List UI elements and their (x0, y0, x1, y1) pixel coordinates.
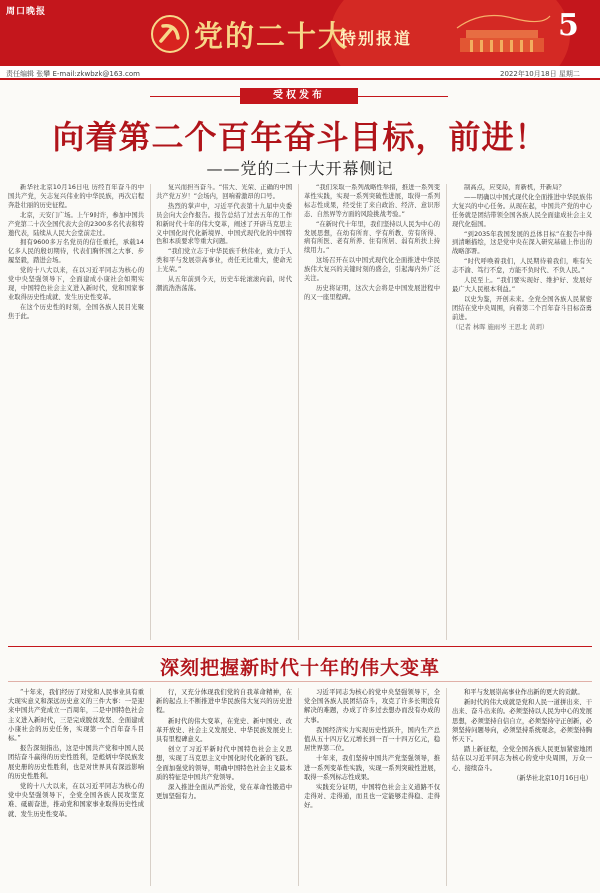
party-emblem-icon (150, 14, 190, 54)
banner-subtitle: 特别报道 (340, 29, 413, 48)
section-tag: 受权发布 (240, 88, 358, 104)
info-bar (0, 66, 600, 80)
paragraph: 以史为鉴，开创未来。全党全国各族人民紧密团结在党中央周围，向着第二个百年奋斗目标奋勇前进。 (452, 295, 592, 321)
paragraph: 踏上新征程，全党全国各族人民更加紧密地团结在以习近平同志为核心的党中央周围，万众一心、接续奋斗。 (452, 746, 592, 772)
paragraph: 历史将证明，这次大会将是中国发展进程中的又一座里程碑。 (304, 284, 440, 301)
paragraph: 新时代的伟大成就是党和人民一道拼出来、干出来、奋斗出来的。必须坚持以人民为中心的发展思想，必须坚持自信自立，必须坚持守正创新，必须坚持问题导向，必须坚持系统观念，必须坚持胸怀天下。 (452, 699, 592, 744)
main-headline: 向着第二个百年奋斗目标，前进！ (52, 118, 548, 156)
paragraph: “时代呼唤着我们，人民期待着我们，唯有矢志不渝、笃行不怠，方能不负时代、不负人民。” (452, 258, 592, 275)
page-number: 5 (558, 8, 579, 43)
paper-logo: 周口晚报 (6, 7, 47, 17)
lower-column-2 (156, 688, 292, 886)
article-column-1 (8, 184, 144, 640)
paragraph: 十年来，我们坚持中国共产党坚强领导，推进一系列变革性实践，实现一系列突破性进展，取得一系列标志性成果。 (304, 755, 440, 781)
paragraph: 新时代的伟大变革，在党史、新中国史、改革开放史、社会主义发展史、中华民族发展史上具有里程碑意义。 (156, 717, 292, 744)
paragraph: 复兴而担当奋斗。“伟大、光荣、正确的中国共产党万岁！”会场内，回响着激昂的口号。 (156, 184, 292, 200)
paragraph: 党的十八大以来，在以习近平同志为核心的党中央坚强领导下，全党全国各族人民攻坚克难、砥砺奋进，推动党和国家事业取得历史性成就、发生历史性变革。 (8, 783, 144, 818)
lower-headline: 深刻把握新时代十年的伟大变革 (159, 657, 440, 679)
paragraph: 我国经济实力实现历史性跃升，国内生产总值从五十四万亿元增长到一百一十四万亿元，稳居世界第二位。 (304, 726, 440, 753)
paragraph: 创立了习近平新时代中国特色社会主义思想，实现了马克思主义中国化时代化新的飞跃。全面加强党的领导，明确中国特色社会主义最本质的特征是中国共产党领导。 (156, 746, 292, 781)
paragraph: 制高点，应变局，育新机，开新局？ (464, 184, 565, 191)
main-subhead: ——党的二十大开幕侧记 (206, 159, 394, 178)
paragraph: “到2035年我国发展的总体目标”在报告中得到清晰描绘，这是党中央在深入研究基础上作出的战略部署。 (452, 230, 592, 256)
paragraph: 在这个历史性的时刻，全国各族人民目光聚焦于此。 (8, 303, 144, 320)
paragraph: 深入推进全面从严治党，党在革命性锻造中更加坚强有力。 (156, 784, 292, 801)
paragraph: 北京，天安门广场。上午9时许，参加中国共产党第二十次全国代表大会的2300多名代表和特邀代表，陆续从人民大会堂前走过。 (8, 211, 144, 237)
paragraph: 新华社北京10月16日电 历经百年奋斗的中国共产党，矢志复兴伟业的中华民族，再次启程奔赴壮丽的历史征程。 (8, 184, 144, 209)
article-column-3 (304, 184, 440, 640)
banner-title: 党的二十大 (194, 19, 350, 53)
lower-column-1 (8, 688, 144, 886)
dateline: （新华社北京10月16日电） (513, 774, 592, 782)
lower-column-4 (452, 688, 592, 886)
paragraph: 实践充分证明，中国特色社会主义道路不仅走得对、走得通，而且也一定能够走得稳、走得好。 (304, 784, 440, 810)
paragraph: 热烈的掌声中，习近平代表第十九届中央委员会向大会作报告。报告总结了过去五年的工作和新时代十年的伟大变革，阐述了开辟马克思主义中国化时代化新境界、中国式现代化的中国特色和本质要求等重大问题。 (156, 202, 292, 246)
great-hall-illustration (452, 8, 552, 58)
paragraph: 党的十八大以来，在以习近平同志为核心的党中央坚强领导下，全面建成小康社会如期实现，中国特色社会主义进入新时代，党和国家事业取得历史性成就、发生历史性变革。 (8, 267, 144, 301)
paragraph: 人民至上。“我们要实现好、维护好、发展好最广大人民根本利益。” (452, 277, 592, 293)
byline: （记者 林晖 施雨岑 王思北 黄玥） (452, 323, 549, 331)
paragraph: 这场召开在以中国式现代化全面推进中华民族伟大复兴的关键时刻的盛会，引起海内外广泛关注。 (304, 257, 440, 283)
paragraph: “我们党立志于中华民族千秋伟业，致力于人类和平与发展崇高事业，责任无比重大，使命无上光荣。” (156, 248, 292, 274)
paragraph: “十年来，我们经历了对党和人民事业具有重大现实意义和深远历史意义的三件大事：一是迎来中国共产党成立一百周年，二是中国特色社会主义进入新时代，三是完成脱贫攻坚、全面建成小康社会的历史任务，实现第一个百年奋斗目标。” (8, 689, 144, 743)
lower-column-3 (304, 688, 440, 886)
header-band (0, 0, 600, 66)
paragraph: 习近平同志为核心的党中央坚强领导下，全党全国各族人民团结奋斗，攻克了许多长期没有解决的难题，办成了许多过去想办而没有办成的大事。 (304, 689, 440, 724)
paragraph: 从五年前到今天，历史车轮滚滚向前，时代潮流浩浩荡荡。 (156, 276, 292, 292)
paragraph: 报告深刻指出，这是中国共产党和中国人民团结奋斗赢得的历史性胜利，是彪炳中华民族发展史册的历史性胜利，也是对世界具有深远影响的历史性胜利。 (8, 745, 144, 780)
paragraph: 和平与发展崇高事业作出新的更大的贡献。 (464, 689, 584, 696)
paragraph: 拥有9600多万名党员的信任重托，承载14亿多人民的殷切期待，代表们胸怀国之大事、步履坚毅，踏进会场。 (8, 239, 144, 265)
paragraph: “在新时代十年里，我们坚持以人民为中心的发展思想，在幼有所育、学有所教、劳有所得、病有所医、老有所养、住有所居、弱有所扶上持续用力。” (304, 220, 440, 255)
article-column-4 (452, 184, 592, 640)
issue-date: 2022年10月18日 星期二 (500, 70, 580, 78)
article-column-2 (156, 184, 292, 640)
paragraph: ——明确以中国式现代化全面推进中华民族伟大复兴的中心任务。从现在起，中国共产党的中心任务就是团结带领全国各族人民全面建成社会主义现代化强国。 (452, 193, 592, 228)
paragraph: “我们采取一系列战略性举措，推进一系列变革性实践，实现一系列突破性进展，取得一系列标志性成果，经受住了来自政治、经济、意识形态、自然界等方面的风险挑战考验。” (304, 184, 440, 218)
editor-info: 责任编辑 张攀 E-mail:zkwbzk@163.com (6, 70, 140, 78)
paragraph: 行，又充分体现我们党的自我革命精神，在新的起点上不断推进中华民族伟大复兴的历史进程。 (156, 689, 292, 715)
